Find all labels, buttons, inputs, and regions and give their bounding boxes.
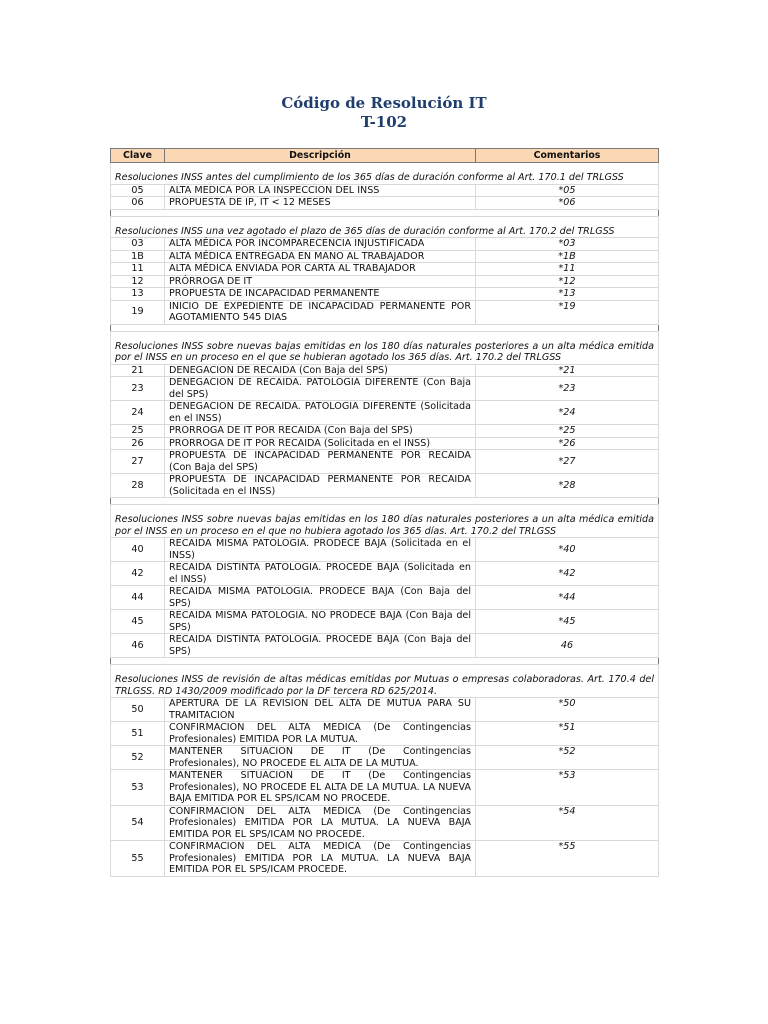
clave-cell: 45 <box>111 610 165 634</box>
clave-cell: 1B <box>111 250 165 263</box>
descripcion-cell: ALTA MÉDICA ENVIADA POR CARTA AL TRABAJADOR <box>165 263 476 276</box>
table-body <box>111 163 659 877</box>
table-row <box>111 238 659 251</box>
clave-cell: 28 <box>111 474 165 498</box>
comentario-cell: *45 <box>476 610 659 634</box>
clave-cell: 24 <box>111 401 165 425</box>
section-heading-row <box>111 665 659 698</box>
comentario-cell: *42 <box>476 562 659 586</box>
section-gap-cell <box>111 498 659 505</box>
table-row <box>111 722 659 746</box>
section-gap-cell <box>111 209 659 216</box>
comentario-cell: *55 <box>476 841 659 877</box>
table-row <box>111 450 659 474</box>
table-row <box>111 425 659 438</box>
descripcion-cell: PROPUESTA DE IP, IT < 12 MESES <box>165 197 476 210</box>
section-heading: Resoluciones INSS sobre nuevas bajas emitidas en los 180 días naturales posteriores a un alta médica emitida por el INSS en un proceso en el que se hubieran agotado los 365 días. Art. 170.2 del TRLGSS <box>111 331 659 364</box>
descripcion-cell: DENEGACION DE RECAIDA. PATOLOGIA DIFERENTE (Con Baja del SPS) <box>165 377 476 401</box>
table-row <box>111 300 659 324</box>
table-row <box>111 184 659 197</box>
clave-cell: 55 <box>111 841 165 877</box>
clave-cell: 27 <box>111 450 165 474</box>
section-heading-row <box>111 331 659 364</box>
comentario-cell: *27 <box>476 450 659 474</box>
section-heading-row <box>111 505 659 538</box>
clave-cell: 12 <box>111 275 165 288</box>
comentario-cell: *40 <box>476 538 659 562</box>
descripcion-cell: RECAIDA MISMA PATOLOGIA. NO PRODECE BAJA (Con Baja del SPS) <box>165 610 476 634</box>
table-row <box>111 275 659 288</box>
header-comentarios: Comentarios <box>476 149 659 163</box>
clave-cell: 05 <box>111 184 165 197</box>
resolution-codes-table <box>110 148 659 877</box>
section-gap <box>111 324 659 331</box>
comentario-cell: *1B <box>476 250 659 263</box>
clave-cell: 13 <box>111 288 165 301</box>
clave-cell: 19 <box>111 300 165 324</box>
header-descripcion: Descripción <box>165 149 476 163</box>
comentario-cell: *51 <box>476 722 659 746</box>
descripcion-cell: PRÓRROGA DE IT <box>165 275 476 288</box>
clave-cell: 11 <box>111 263 165 276</box>
descripcion-cell: ALTA MÉDICA POR INCOMPARECENCIA INJUSTIFICADA <box>165 238 476 251</box>
descripcion-cell: RECAIDA DISTINTA PATOLOGIA. PROCEDE BAJA (Con Baja del SPS) <box>165 634 476 658</box>
clave-cell: 06 <box>111 197 165 210</box>
section-gap <box>111 498 659 505</box>
clave-cell: 54 <box>111 805 165 841</box>
table-row <box>111 698 659 722</box>
table-row <box>111 263 659 276</box>
table-row <box>111 377 659 401</box>
clave-cell: 21 <box>111 364 165 377</box>
table-row <box>111 746 659 770</box>
descripcion-cell: CONFIRMACION DEL ALTA MEDICA (De Contingencias Profesionales) EMITIDA POR LA MUTUA. <box>165 722 476 746</box>
section-heading: Resoluciones INSS antes del cumplimiento de los 365 días de duración conforme al Art. 170.1 del TRLGSS <box>111 163 659 185</box>
table-row <box>111 841 659 877</box>
section-heading-row <box>111 216 659 238</box>
descripcion-cell: INICIO DE EXPEDIENTE DE INCAPACIDAD PERMANENTE POR AGOTAMIENTO 545 DIAS <box>165 300 476 324</box>
descripcion-cell: PRORROGA DE IT POR RECAIDA (Solicitada en el INSS) <box>165 437 476 450</box>
clave-cell: 42 <box>111 562 165 586</box>
comentario-cell: *13 <box>476 288 659 301</box>
section-gap-cell <box>111 324 659 331</box>
descripcion-cell: ALTA MÉDICA ENTREGADA EN MANO AL TRABAJADOR <box>165 250 476 263</box>
page-title: Código de Resolución IT <box>281 94 487 112</box>
descripcion-cell: ALTA MEDICA POR LA INSPECCION DEL INSS <box>165 184 476 197</box>
comentario-cell: *25 <box>476 425 659 438</box>
comentario-cell: *03 <box>476 238 659 251</box>
comentario-cell: *19 <box>476 300 659 324</box>
clave-cell: 26 <box>111 437 165 450</box>
header-clave: Clave <box>111 149 165 163</box>
table-row <box>111 562 659 586</box>
section-heading: Resoluciones INSS sobre nuevas bajas emitidas en los 180 días naturales posteriores a un alta médica emitida por el INSS en un proceso en el que no hubiera agotado los 365 días. Art. 170.2 del TRLGSS <box>111 505 659 538</box>
descripcion-cell: PROPUESTA DE INCAPACIDAD PERMANENTE POR RECAIDA (Solicitada en el INSS) <box>165 474 476 498</box>
section-gap-cell <box>111 658 659 665</box>
descripcion-cell: PROPUESTA DE INCAPACIDAD PERMANENTE POR RECAIDA (Con Baja del SPS) <box>165 450 476 474</box>
comentario-cell: *52 <box>476 746 659 770</box>
clave-cell: 46 <box>111 634 165 658</box>
comentario-cell: *28 <box>476 474 659 498</box>
clave-cell: 53 <box>111 770 165 806</box>
table-row <box>111 437 659 450</box>
table-row <box>111 364 659 377</box>
section-heading: Resoluciones INSS de revisión de altas médicas emitidas por Mutuas o empresas colaboradoras. Art. 170.4 del TRLGSS. RD 1430/2009 modificado por la DF tercera RD 625/2014. <box>111 665 659 698</box>
comentario-cell: *53 <box>476 770 659 806</box>
descripcion-cell: CONFIRMACION DEL ALTA MEDICA (De Contingencias Profesionales) EMITIDA POR LA MUTUA. LA NUEVA BAJA EMITIDA POR EL SPS/ICAM PROCEDE. <box>165 841 476 877</box>
section-gap <box>111 658 659 665</box>
clave-cell: 23 <box>111 377 165 401</box>
table-row <box>111 538 659 562</box>
clave-cell: 50 <box>111 698 165 722</box>
table-row <box>111 401 659 425</box>
clave-cell: 44 <box>111 586 165 610</box>
descripcion-cell: DENEGACION DE RECAIDA (Con Baja del SPS) <box>165 364 476 377</box>
section-heading: Resoluciones INSS una vez agotado el plazo de 365 días de duración conforme al Art. 170.2 del TRLGSS <box>111 216 659 238</box>
table-row <box>111 805 659 841</box>
comentario-cell: *11 <box>476 263 659 276</box>
table-row <box>111 634 659 658</box>
comentario-cell: *06 <box>476 197 659 210</box>
clave-cell: 51 <box>111 722 165 746</box>
clave-cell: 40 <box>111 538 165 562</box>
comentario-cell: *05 <box>476 184 659 197</box>
table-header-row <box>111 149 659 163</box>
descripcion-cell: MANTENER SITUACION DE IT (De Contingencias Profesionales), NO PROCEDE EL ALTA DE LA MUTUA. <box>165 746 476 770</box>
clave-cell: 25 <box>111 425 165 438</box>
table-row <box>111 586 659 610</box>
section-gap <box>111 209 659 216</box>
comentario-cell: *26 <box>476 437 659 450</box>
descripcion-cell: RECAIDA DISTINTA PATOLOGIA. PROCEDE BAJA (Solicitada en el INSS) <box>165 562 476 586</box>
table-row <box>111 610 659 634</box>
descripcion-cell: RECAIDA MISMA PATOLOGIA. PRODECE BAJA (Con Baja del SPS) <box>165 586 476 610</box>
comentario-cell: *21 <box>476 364 659 377</box>
clave-cell: 03 <box>111 238 165 251</box>
table-row <box>111 250 659 263</box>
page-subtitle: T-102 <box>360 113 408 131</box>
comentario-cell: *24 <box>476 401 659 425</box>
descripcion-cell: MANTENER SITUACION DE IT (De Contingencias Profesionales), NO PROCEDE EL ALTA DE LA MUTUA. LA NUEVA BAJA EMITIDA POR EL SPS/ICAM NO PROCEDE. <box>165 770 476 806</box>
comentario-cell: 46 <box>476 634 659 658</box>
comentario-cell: *50 <box>476 698 659 722</box>
comentario-cell: *44 <box>476 586 659 610</box>
table-row <box>111 474 659 498</box>
section-heading-row <box>111 163 659 185</box>
clave-cell: 52 <box>111 746 165 770</box>
descripcion-cell: PROPUESTA DE INCAPACIDAD PERMANENTE <box>165 288 476 301</box>
descripcion-cell: CONFIRMACION DEL ALTA MEDICA (De Contingencias Profesionales) EMITIDA POR LA MUTUA. LA NUEVA BAJA EMITIDA POR EL SPS/ICAM NO PROCEDE. <box>165 805 476 841</box>
descripcion-cell: PRORROGA DE IT POR RECAIDA (Con Baja del SPS) <box>165 425 476 438</box>
comentario-cell: *23 <box>476 377 659 401</box>
table-row <box>111 770 659 806</box>
descripcion-cell: APERTURA DE LA REVISION DEL ALTA DE MUTUA PARA SU TRAMITACION <box>165 698 476 722</box>
descripcion-cell: RECAIDA MISMA PATOLOGIA. PRODECE BAJA (Solicitada en el INSS) <box>165 538 476 562</box>
descripcion-cell: DENEGACION DE RECAIDA. PATOLOGIA DIFERENTE (Solicitada en el INSS) <box>165 401 476 425</box>
comentario-cell: *54 <box>476 805 659 841</box>
table-row <box>111 197 659 210</box>
comentario-cell: *12 <box>476 275 659 288</box>
table-row <box>111 288 659 301</box>
